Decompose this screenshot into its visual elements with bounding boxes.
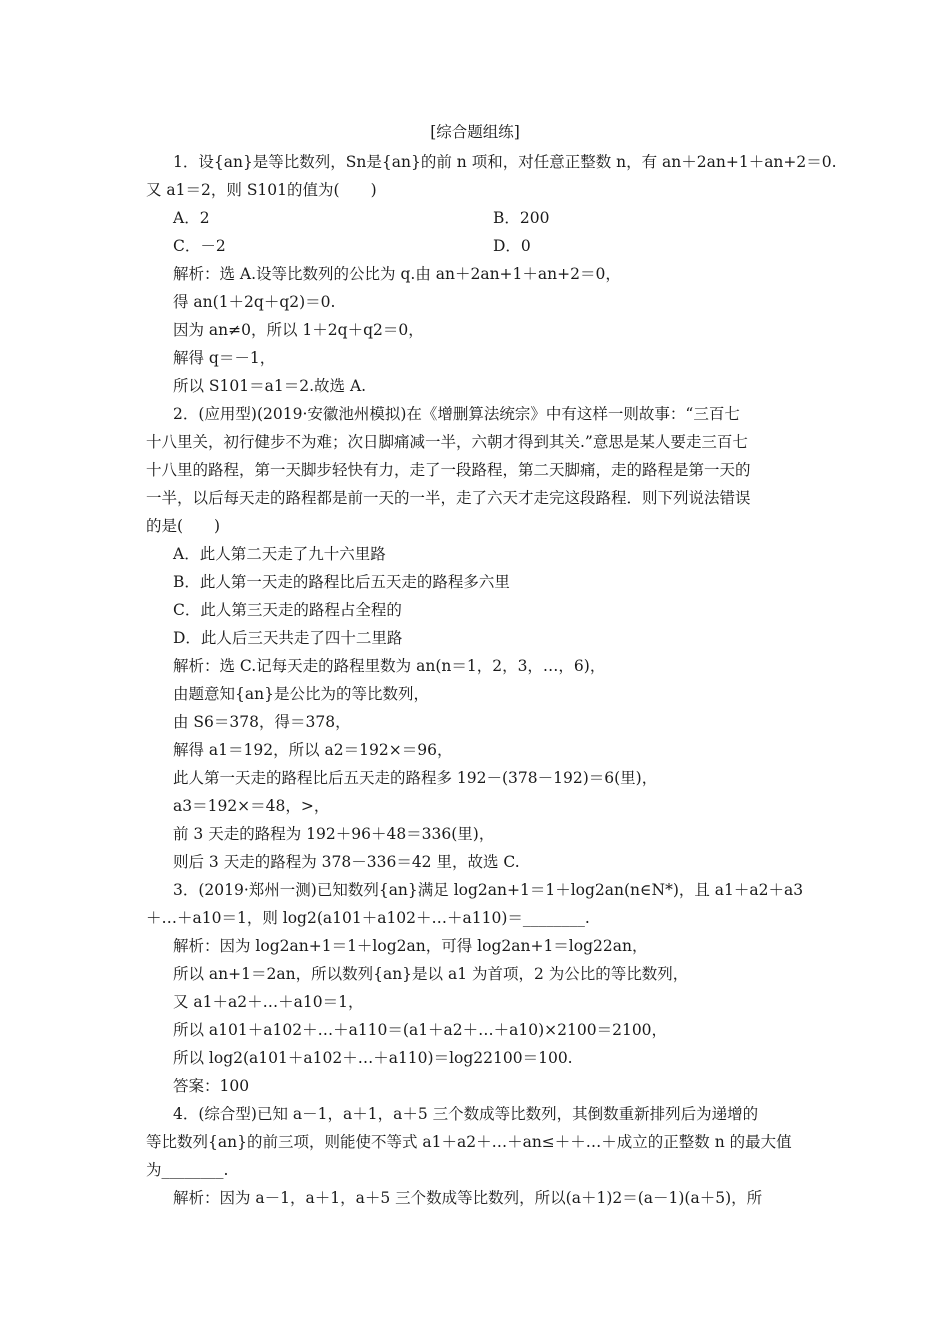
q4-stem-line-2: 等比数列{an}的前三项，则能使不等式 a1＋a2＋…＋an≤＋＋…＋成立的正整数 n 的最大值 <box>146 1133 792 1151</box>
q2-stem-line-5: 的是( ) <box>146 517 221 535</box>
q2-solution-line-6: a3＝192×＝48，>， <box>173 797 330 815</box>
q2-option-d: D．此人后三天共走了四十二里路 <box>173 629 403 647</box>
q2-solution-line-7: 前 3 天走的路程为 192＋96＋48＝336(里)， <box>173 825 495 843</box>
q1-solution-line-5: 所以 S101＝a1＝2.故选 A. <box>173 377 367 395</box>
q2-solution-line-5: 此人第一天走的路程比后五天走的路程多 192－(378－192)＝6(里)， <box>173 769 658 787</box>
q1-option-b: B．200 <box>493 209 550 227</box>
q2-option-b: B．此人第一天走的路程比后五天走的路程多六里 <box>173 573 510 591</box>
q1-solution-line-1: 解析：选 A.设等比数列的公比为 q.由 an＋2an+1＋an+2＝0， <box>173 265 621 283</box>
q3-stem-line-2: ＋…＋a10＝1，则 log2(a101＋a102＋…＋a110)＝________. <box>146 909 590 927</box>
q1-option-c: C．－2 <box>173 237 226 255</box>
q2-solution-line-3: 由 S6＝378，得＝378， <box>173 713 351 731</box>
q3-solution-line-1: 解析：因为 log2an+1＝1＋log2an，可得 log2an+1＝log22an， <box>173 937 648 955</box>
q2-solution-line-4: 解得 a1＝192，所以 a2＝192×＝96， <box>173 741 453 759</box>
q2-solution-line-2: 由题意知{an}是公比为的等比数列， <box>173 685 429 703</box>
q3-solution-line-3: 又 a1＋a2＋…＋a10＝1， <box>173 993 364 1011</box>
section-title: [综合题组练] <box>430 123 520 141</box>
q2-solution-line-1: 解析：选 C.记每天走的路程里数为 an(n＝1，2，3，…，6)， <box>173 657 606 675</box>
q4-stem-line-3: 为________. <box>146 1161 229 1179</box>
q1-solution-line-4: 解得 q＝－1， <box>173 349 276 367</box>
q3-solution-line-5: 所以 log2(a101＋a102＋…＋a110)＝log22100＝100. <box>173 1049 573 1067</box>
q3-stem-line-1: 3．(2019·郑州一测)已知数列{an}满足 log2an+1＝1＋log2an(n∈N*)，且 a1＋a2＋a3 <box>173 881 804 899</box>
q4-solution-line-1: 解析：因为 a－1，a＋1，a＋5 三个数成等比数列，所以(a＋1)2＝(a－1)(a＋5)，所 <box>173 1189 763 1207</box>
q1-stem-line-2: 又 a1＝2，则 S101的值为( ) <box>146 181 377 199</box>
q2-stem-line-4: 一半，以后每天走的路程都是前一天的一半，走了六天才走完这段路程．则下列说法错误 <box>146 489 751 507</box>
q1-solution-line-2: 得 an(1＋2q＋q2)＝0. <box>173 293 336 311</box>
q2-solution-line-8: 则后 3 天走的路程为 378－336＝42 里，故选 C. <box>173 853 520 871</box>
q1-stem-line-1: 1．设{an}是等比数列，Sn是{an}的前 n 项和，对任意正整数 n，有 an＋2an+1＋an+2＝0. <box>173 153 837 171</box>
q1-solution-line-3: 因为 an≠0，所以 1＋2q＋q2＝0， <box>173 321 424 339</box>
q2-stem-line-2: 十八里关，初行健步不为难；次日脚痛减一半，六朝才得到其关.”意思是某人要走三百七 <box>146 433 748 451</box>
q2-option-a: A．此人第二天走了九十六里路 <box>173 545 386 563</box>
q2-stem-line-1: 2．(应用型)(2019·安徽池州模拟)在《增删算法统宗》中有这样一则故事：“三百七 <box>173 405 740 423</box>
q1-option-d: D．0 <box>493 237 531 255</box>
q2-option-c: C．此人第三天走的路程占全程的 <box>173 601 402 619</box>
q2-stem-line-3: 十八里的路程，第一天脚步轻快有力，走了一段路程，第二天脚痛，走的路程是第一天的 <box>146 461 751 479</box>
q3-solution-line-4: 所以 a101＋a102＋…＋a110＝(a1＋a2＋…＋a10)×2100＝2100， <box>173 1021 668 1039</box>
q3-answer: 答案：100 <box>173 1077 250 1095</box>
q1-option-a: A．2 <box>173 209 210 227</box>
q4-stem-line-1: 4．(综合型)已知 a－1，a＋1，a＋5 三个数成等比数列，其倒数重新排列后为递增的 <box>173 1105 759 1123</box>
q3-solution-line-2: 所以 an+1＝2an，所以数列{an}是以 a1 为首项，2 为公比的等比数列， <box>173 965 689 983</box>
